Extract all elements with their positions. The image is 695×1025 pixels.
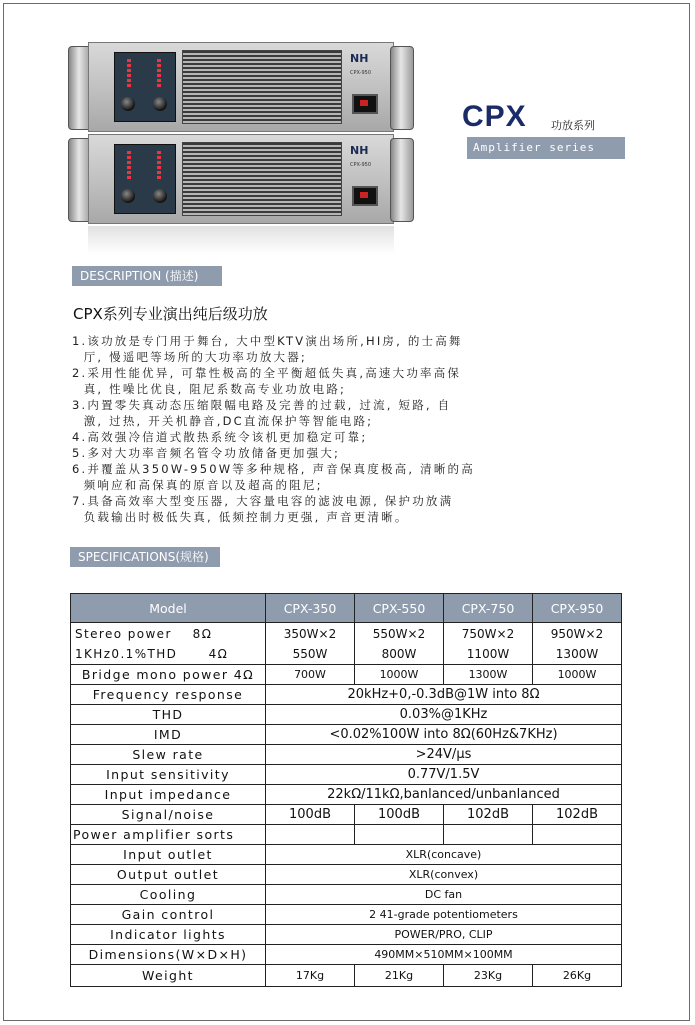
cooling-label: Cooling — [71, 885, 266, 905]
weight-value: 23Kg — [444, 965, 533, 987]
empty-cell — [444, 825, 533, 845]
led-meter-icon — [157, 59, 161, 89]
imd-value: <0.02%100W into 8Ω(60Hz&7KHz) — [266, 725, 622, 745]
product-reflection — [88, 226, 394, 254]
stereo-8ohm-value: 550W×2 — [372, 626, 426, 641]
dimensions-value: 490MM×510MM×100MM — [266, 945, 622, 965]
signal-noise-value: 102dB — [444, 805, 533, 825]
amplifier-unit-bottom — [62, 134, 420, 224]
table-row — [71, 765, 622, 785]
power-switch-icon — [352, 186, 378, 206]
weight-value: 17Kg — [266, 965, 355, 987]
weight-value: 26Kg — [533, 965, 622, 987]
stereo-8ohm-value: 750W×2 — [461, 626, 515, 641]
amplifier-product-photo — [62, 42, 420, 242]
slew-rate-label: Slew rate — [71, 745, 266, 765]
led-meter-icon — [127, 151, 131, 181]
table-row — [71, 885, 622, 905]
frequency-response-label: Frequency response — [71, 685, 266, 705]
stereo-power-cell — [355, 623, 444, 665]
table-row — [71, 705, 622, 725]
stereo-8ohm-value: 350W×2 — [283, 626, 337, 641]
rack-handle-right — [390, 46, 414, 130]
frequency-response-value: 20kHz+0,-0.3dB@1W into 8Ω — [266, 685, 622, 705]
power-amp-sorts-label: Power amplifier sorts — [71, 825, 266, 845]
vent-grill — [182, 142, 342, 216]
description-line: 5.多对大功率音频名管令功放储备更加强大; — [72, 446, 341, 460]
rack-handle-right — [390, 138, 414, 222]
empty-cell — [533, 825, 622, 845]
description-line: 4.高效强冷信道式散热系统令该机更加稳定可靠; — [72, 430, 368, 444]
thd-label: THD — [71, 705, 266, 725]
description-line: 7.具备高效率大型变压器, 大容量电容的滤波电源, 保护功放满 — [72, 494, 454, 508]
stereo-4ohm-value: 550W — [292, 646, 328, 661]
vent-grill — [182, 50, 342, 124]
control-panel — [114, 52, 176, 122]
brand-badge: NH — [350, 144, 369, 157]
imd-label: IMD — [71, 725, 266, 745]
table-row — [71, 905, 622, 925]
gain-knob-icon — [121, 97, 135, 111]
bridge-power-value: 1000W — [355, 665, 444, 685]
amplifier-unit-top — [62, 42, 420, 132]
table-row — [71, 805, 622, 825]
table-row — [71, 745, 622, 765]
header-model: CPX-350 — [266, 594, 355, 623]
gain-control-value: 2 41-grade potentiometers — [266, 905, 622, 925]
dimensions-label: Dimensions(W×D×H) — [71, 945, 266, 965]
table-row — [71, 965, 622, 987]
led-meter-icon — [127, 59, 131, 89]
stereo-power-cell — [533, 623, 622, 665]
thd-value: 0.03%@1KHz — [266, 705, 622, 725]
stereo-power-cell — [266, 623, 355, 665]
description-line: 厅, 慢遥吧等场所的大功率功放大器; — [72, 350, 307, 364]
description-title: CPX系列专业演出纯后级功放 — [73, 305, 268, 323]
unit-model-text: CPX-950 — [350, 70, 372, 76]
brand-badge: NH — [350, 52, 369, 65]
stereo-power-cell — [444, 623, 533, 665]
empty-cell — [355, 825, 444, 845]
slew-rate-value: >24V/μs — [266, 745, 622, 765]
specifications-tag: SPECIFICATIONS(规格) — [70, 547, 220, 567]
bridge-power-value: 1300W — [444, 665, 533, 685]
input-sensitivity-value: 0.77V/1.5V — [266, 765, 622, 785]
table-row — [71, 945, 622, 965]
description-line: 真, 性噪比优良, 阻尼系数高专业功放电路; — [72, 382, 347, 396]
weight-label: Weight — [71, 965, 266, 987]
output-outlet-value: XLR(convex) — [266, 865, 622, 885]
stereo-power-ohm-4: 4Ω — [208, 646, 229, 661]
indicator-lights-label: Indicator lights — [71, 925, 266, 945]
signal-noise-value: 100dB — [355, 805, 444, 825]
table-row — [71, 845, 622, 865]
description-line: 激, 过热, 开关机静音,DC直流保护等智能电路; — [72, 414, 374, 428]
description-line: 负载输出时极低失真, 低频控制力更强, 声音更清晰。 — [72, 510, 409, 524]
header-model: CPX-750 — [444, 594, 533, 623]
series-title: CPX — [462, 100, 527, 133]
description-line: 1.该功放是专门用于舞台, 大中型KTV演出场所,HI房, 的士高舞 — [72, 334, 463, 348]
output-outlet-label: Output outlet — [71, 865, 266, 885]
table-row — [71, 725, 622, 745]
stereo-power-label-1: Stereo power — [75, 626, 172, 641]
signal-noise-label: Signal/noise — [71, 805, 266, 825]
gain-knob-icon — [121, 189, 135, 203]
input-impedance-value: 22kΩ/11kΩ,banlanced/unbanlanced — [266, 785, 622, 805]
description-tag: DESCRIPTION (描述) — [72, 266, 222, 286]
header-model-label: Model — [71, 594, 266, 623]
description-line: 3.内置零失真动态压缩限幅电路及完善的过载, 过流, 短路, 自 — [72, 398, 452, 412]
specifications-table — [70, 593, 622, 987]
description-line: 2.采用性能优异, 可靠性极高的全平衡超低失真,高速大功率高保 — [72, 366, 462, 380]
description-line: 频响应和高保真的原音以及超高的阻尼; — [72, 478, 323, 492]
series-subtitle-cn: 功放系列 — [551, 119, 595, 132]
gain-knob-icon — [153, 189, 167, 203]
table-row — [71, 623, 622, 665]
stereo-4ohm-value: 800W — [381, 646, 417, 661]
stereo-8ohm-value: 950W×2 — [550, 626, 604, 641]
control-panel — [114, 144, 176, 214]
stereo-4ohm-value: 1100W — [466, 646, 510, 661]
stereo-power-ohm-8: 8Ω — [192, 626, 213, 641]
stereo-4ohm-value: 1300W — [555, 646, 599, 661]
weight-value: 21Kg — [355, 965, 444, 987]
table-row — [71, 665, 622, 685]
header-model: CPX-950 — [533, 594, 622, 623]
indicator-lights-value: POWER/PRO, CLIP — [266, 925, 622, 945]
table-row — [71, 785, 622, 805]
unit-model-text: CPX-950 — [350, 162, 372, 168]
gain-control-label: Gain control — [71, 905, 266, 925]
signal-noise-value: 102dB — [533, 805, 622, 825]
input-outlet-value: XLR(concave) — [266, 845, 622, 865]
table-row — [71, 825, 622, 845]
stereo-power-label — [71, 623, 266, 665]
table-row — [71, 925, 622, 945]
empty-cell — [266, 825, 355, 845]
table-row — [71, 685, 622, 705]
table-header-row — [71, 594, 622, 623]
led-meter-icon — [157, 151, 161, 181]
input-outlet-label: Input outlet — [71, 845, 266, 865]
power-switch-icon — [352, 94, 378, 114]
bridge-power-value: 1000W — [533, 665, 622, 685]
table-row — [71, 865, 622, 885]
signal-noise-value: 100dB — [266, 805, 355, 825]
stereo-power-label-2: 1KHz0.1%THD — [75, 646, 178, 661]
bridge-power-label: Bridge mono power 4Ω — [71, 665, 266, 685]
bridge-power-value: 700W — [266, 665, 355, 685]
description-list — [72, 333, 630, 525]
input-impedance-label: Input impedance — [71, 785, 266, 805]
input-sensitivity-label: Input sensitivity — [71, 765, 266, 785]
description-line: 6.并覆盖从350W-950W等多种规格, 声音保真度极高, 清晰的高 — [72, 462, 475, 476]
header-model: CPX-550 — [355, 594, 444, 623]
gain-knob-icon — [153, 97, 167, 111]
series-subtitle-en: Amplifier series — [473, 141, 595, 154]
cooling-value: DC fan — [266, 885, 622, 905]
